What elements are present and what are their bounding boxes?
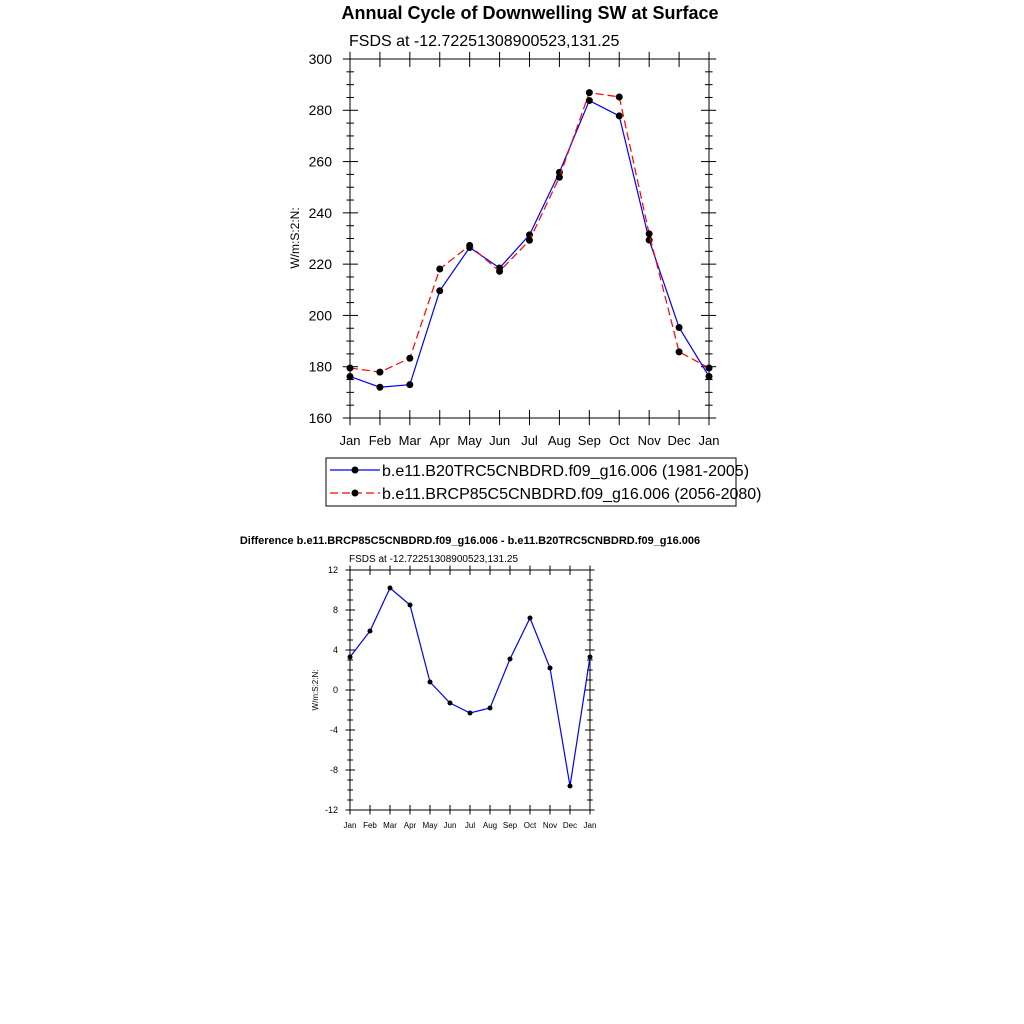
series-0-point: [348, 655, 353, 660]
series-1-point: [646, 230, 653, 237]
main-plot-area: [309, 51, 720, 448]
x-tick-label: Jul: [464, 821, 476, 830]
y-tick-label: 0: [332, 685, 338, 696]
series-0-point: [528, 616, 533, 621]
series-0-point: [347, 373, 354, 380]
y-tick-label: 220: [308, 256, 332, 273]
series-1-point: [406, 355, 413, 362]
x-tick-label: Mar: [383, 821, 397, 830]
x-tick-label: Feb: [368, 433, 392, 448]
series-1-point: [347, 364, 354, 371]
x-tick-label: Jan: [698, 433, 720, 448]
x-tick-label: Jan: [583, 821, 597, 830]
series-0-point: [406, 381, 413, 388]
y-tick-label: 180: [308, 358, 332, 375]
y-tick-label: 280: [308, 102, 332, 119]
diff-y-axis-label: W/m:S:2:N:: [311, 669, 320, 711]
series-0-point: [408, 603, 413, 608]
legend-label-historical: b.e11.B20TRC5CNBDRD.f09_g16.006 (1981-2005): [382, 463, 750, 480]
diff-chart-title: Difference b.e11.BRCP85C5CNBDRD.f09_g16.006 - b.e11.B20TRC5CNBDRD.f09_g16.006: [239, 535, 701, 547]
series-1-point: [526, 237, 533, 244]
main-legend: [326, 458, 761, 506]
x-tick-label: Jun: [443, 821, 457, 830]
series-0-point: [568, 784, 573, 789]
x-tick-label: Apr: [429, 433, 450, 448]
series-0-point: [368, 629, 373, 634]
x-tick-label: Dec: [562, 821, 578, 830]
x-tick-label: Nov: [542, 821, 558, 830]
x-tick-label: Jan: [343, 821, 357, 830]
legend-label-future: b.e11.BRCP85C5CNBDRD.f09_g16.006 (2056-2080): [382, 486, 762, 503]
x-tick-label: Oct: [609, 433, 630, 448]
series-0-point: [376, 384, 383, 391]
y-tick-label: -4: [329, 725, 338, 736]
y-tick-label: -12: [324, 805, 338, 816]
series-0-point: [488, 706, 493, 711]
series-0-point: [616, 112, 623, 119]
x-tick-label: Apr: [403, 821, 417, 830]
y-tick-label: 240: [308, 204, 332, 221]
series-0-point: [706, 373, 713, 380]
series-line-0: [350, 588, 590, 786]
series-0-point: [586, 97, 593, 104]
series-0-point: [676, 324, 683, 331]
series-1-point: [556, 174, 563, 181]
y-tick-label: 260: [308, 153, 332, 170]
y-tick-label: -8: [329, 765, 338, 776]
legend-marker-historical: [352, 467, 359, 474]
x-tick-label: Jan: [339, 433, 361, 448]
main-chart-subtitle: FSDS at -12.72251308900523,131.25: [349, 33, 620, 50]
y-tick-label: 12: [327, 565, 338, 576]
x-tick-label: Mar: [398, 433, 422, 448]
x-tick-label: Jul: [521, 433, 538, 448]
y-tick-label: 160: [308, 409, 332, 426]
series-line-0: [350, 101, 709, 388]
series-1-point: [376, 369, 383, 376]
series-0-point: [436, 287, 443, 294]
x-tick-label: May: [457, 433, 482, 448]
series-1-point: [586, 89, 593, 96]
legend-marker-future: [352, 490, 359, 497]
x-tick-label: Aug: [547, 433, 571, 448]
y-tick-label: 300: [308, 50, 332, 67]
series-1-point: [676, 348, 683, 355]
x-tick-label: Feb: [363, 821, 377, 830]
x-tick-label: Sep: [502, 821, 518, 830]
series-0-point: [468, 711, 473, 716]
series-1-point: [616, 93, 623, 100]
series-0-point: [508, 657, 513, 662]
y-tick-label: 4: [332, 645, 338, 656]
series-0-point: [548, 666, 553, 671]
series-0-point: [448, 701, 453, 706]
series-1-point: [706, 364, 713, 371]
series-0-point: [388, 586, 393, 591]
y-tick-label: 200: [308, 307, 332, 324]
x-tick-label: Jun: [489, 433, 511, 448]
x-tick-label: Oct: [523, 821, 537, 830]
x-tick-label: Dec: [667, 433, 691, 448]
main-y-axis-label: W/m:S:2:N:: [288, 207, 302, 269]
series-1-point: [436, 266, 443, 273]
main-chart-title: Annual Cycle of Downwelling SW at Surface: [341, 3, 719, 23]
series-1-point: [496, 268, 503, 275]
y-tick-label: 8: [332, 605, 338, 616]
x-tick-label: Sep: [577, 433, 601, 448]
series-1-point: [466, 242, 473, 249]
series-0-point: [588, 655, 593, 660]
series-0-point: [428, 680, 433, 685]
diff-chart-subtitle: FSDS at -12.72251308900523,131.25: [349, 554, 519, 565]
x-tick-label: May: [422, 821, 438, 830]
x-tick-label: Aug: [482, 821, 498, 830]
x-tick-label: Nov: [637, 433, 661, 448]
diff-plot-area: [325, 565, 596, 830]
